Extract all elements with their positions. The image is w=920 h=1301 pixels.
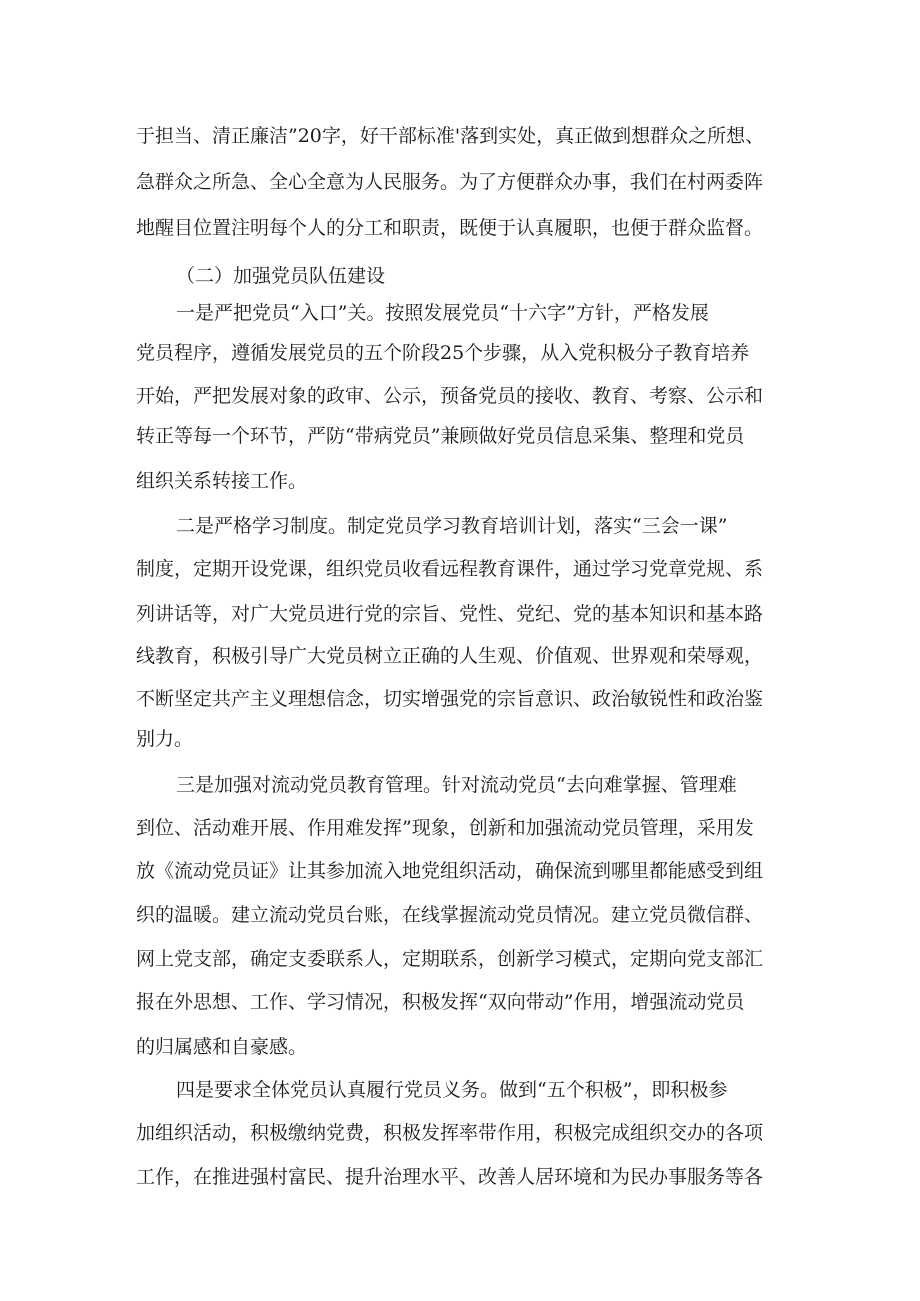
paragraph-line: 急群众之所急、全心全意为人民服务。为了方便群众办事，我们在村两委阵	[136, 171, 764, 193]
paragraph-line: 放《流动党员证》让其参加流入地党组织活动，确保流到哪里都能感受到组	[136, 860, 764, 882]
paragraph-line: 工作，在推进强村富民、提升治理水平、改善人居环境和为民办事服务等各	[136, 1166, 764, 1188]
paragraph-first-line: 二是严格学习制度。制定党员学习教育培训计划，落实“三会一课”	[176, 515, 728, 537]
paragraph-first-line: 一是严把党员“入口”关。按照发展党员“十六字”方针，严格发展	[176, 302, 709, 324]
paragraph-line: 地醒目位置注明每个人的分工和职责，既便于认真履职，也便于群众监督。	[136, 217, 764, 239]
paragraph-line: 的归属感和自豪感。	[136, 1036, 308, 1058]
paragraph-line: 转正等每一个环节，严防“带病党员”兼顾做好党员信息采集、整理和党员	[136, 425, 745, 447]
paragraph-line: 到位、活动难开展、作用难发挥”现象，创新和加强流动党员管理，采用发	[136, 817, 754, 839]
paragraph-line: 网上党支部，确定支委联系人，定期联系，创新学习模式，定期向党支部汇	[136, 948, 764, 970]
paragraph-line: 不断坚定共产主义理想信念，切实增强党的宗旨意识、政治敏锐性和政治鉴	[136, 688, 764, 710]
paragraph-line: 党员程序，遵循发展党员的五个阶段25个步骤，从入党积极分子教育培养	[136, 342, 750, 364]
paragraph-line: 加组织活动，积极缴纳党费，积极发挥率带作用，积极完成组织交办的各项	[136, 1122, 764, 1144]
paragraph-line: 别力。	[136, 728, 194, 750]
paragraph-line: 报在外思想、工作、学习情况，积极发挥“双向带动”作用，增强流动党员	[136, 991, 745, 1013]
paragraph-line: 于担当、清正廉洁”20字，好干部标准'落到实处，真正做到想群众之所想、	[136, 125, 765, 147]
paragraph-first-line: 三是加强对流动党员教育管理。针对流动党员“去向难掌握、管理难	[176, 774, 737, 796]
paragraph-line: 线教育，积极引导广大党员树立正确的人生观、价值观、世界观和荣辱观，	[136, 645, 764, 667]
paragraph-line: 列讲话等，对广大党员进行党的宗旨、党性、党纪、党的基本知识和基本路	[136, 603, 764, 625]
section-heading: （二）加强党员队伍建设	[176, 265, 386, 287]
paragraph-line: 制度，定期开设党课，组织党员收看远程教育课件，通过学习党章党规、系	[136, 558, 764, 580]
paragraph-line: 织的温暖。建立流动党员台账，在线掌握流动党员情况。建立党员微信群、	[136, 904, 764, 926]
paragraph-line: 组织关系转接工作。	[136, 470, 308, 492]
paragraph-first-line: 四是要求全体党员认真履行党员义务。做到“五个积极”，即积极参	[176, 1079, 728, 1101]
paragraph-line: 开始，严把发展对象的政审、公示，预备党员的接收、教育、考察、公示和	[136, 385, 764, 407]
